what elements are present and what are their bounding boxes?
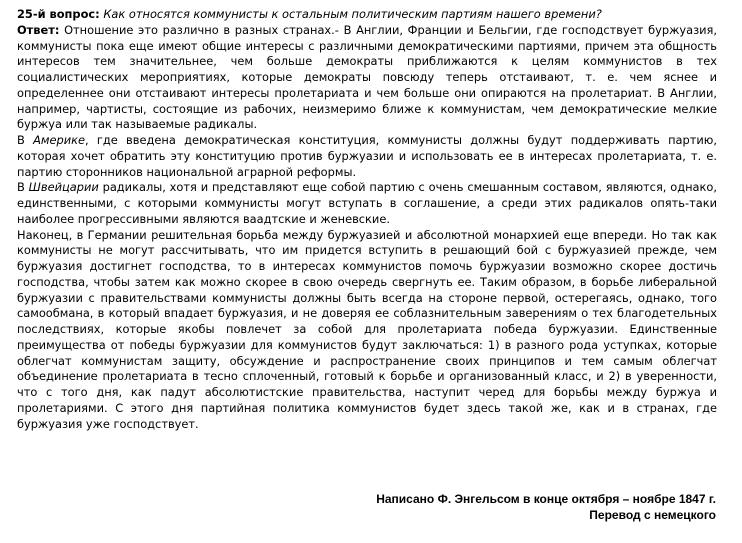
signoff	[376, 492, 716, 523]
question-text: Как относятся коммунисты к остальным политическим партиям нашего времени?	[103, 7, 602, 21]
answer-paragraph-america	[17, 133, 717, 180]
question-heading	[17, 7, 717, 23]
switzerland-prefix: В	[17, 180, 29, 195]
america-text: , где введена демократическая конституция, коммунисты должны будут поддерживать партию, которая хочет обратить эту конституцию против буржуазии и использовать ее в интересах пролетариата, т. е. партию сторонников национальной аграрной реформы.	[17, 133, 717, 179]
answer-paragraph-switzerland	[17, 180, 717, 227]
america-prefix: В	[17, 133, 34, 147]
translation-line: Перевод с немецкого	[589, 507, 716, 522]
america-country: Америке	[33, 133, 86, 147]
written-by-line: Написано Ф. Энгельсом в конце октября – ноябре 1847 г.	[376, 492, 716, 506]
document-body	[17, 7, 717, 432]
switzerland-country: Швейцарии	[28, 180, 99, 195]
answer-label: Ответ:	[17, 22, 60, 37]
question-label: 25-й вопрос:	[17, 7, 100, 21]
switzerland-text: радикалы, хотя и представляют еще собой партию с очень смешанным составом, являются, однако, единственными, с которыми коммунисты могут вступать в соглашение, а среди этих радикалов опять-таки наиболее прогрессивными являются ваадтские и женевские.	[17, 180, 717, 226]
answer-paragraph-germany: Наконец, в Германии решительная борьба между буржуазией и абсолютной монархией еще впереди. Но так как коммунисты не могут рассчитывать, что им придется вступить в решающий бой с буржуазией прежде, чем буржуазия достигнет господства, то в интересах коммунистов помочь буржуазии возможно скорее достичь господства, чтобы затем как можно скорее в свою очередь свергнуть ее. Таким образом, в борьбе либеральной буржуазии с правительствами коммунисты должны быть всегда на стороне первой, остерегаясь, однако, того самообмана, в который впадает буржуазия, и не доверяя ее соблазнительным заверениям о тех благодетельных последствиях, которые якобы повлечет за собой для пролетариата победа буржуазии. Единственные преимущества от победы буржуазии для коммунистов будут заключаться: 1) в разного рода уступках, которые облегчат коммунистам защиту, обсуждение и распространение своих принципов и тем самым облегчат объединение пролетариата в тесно сплоченный, готовый к борьбе и организованный класс, и 2) в уверенности, что с того дня, как падут абсолютистские правительства, наступит черед для борьбы между буржуа и пролетариями. С этого дня партийная политика коммунистов будет здесь такой же, как и в странах, где буржуазия уже господствует.	[17, 227, 717, 431]
answer-paragraph-1-text: Отношение это различно в разных странах.- В Англии, Франции и Бельгии, где господствует буржуазия, коммунисты пока еще имеют общие интересы с различными демократическими партиями, причем эта общность интересов тем значительнее, чем больше демократы приближаются к целям коммунистов в тех социалистических мероприятиях, которые демократы повсюду теперь отстаивают, т. е. чем яснее и определеннее они отстаивают интересы пролетариата и чем больше они опираются на пролетариат. В Англии, например, чартисты, состоящие из рабочих, неизмеримо ближе к коммунистам, чем демократические мелкие буржуа или так называемые радикалы.	[17, 22, 717, 132]
answer-paragraph-1	[17, 23, 717, 133]
